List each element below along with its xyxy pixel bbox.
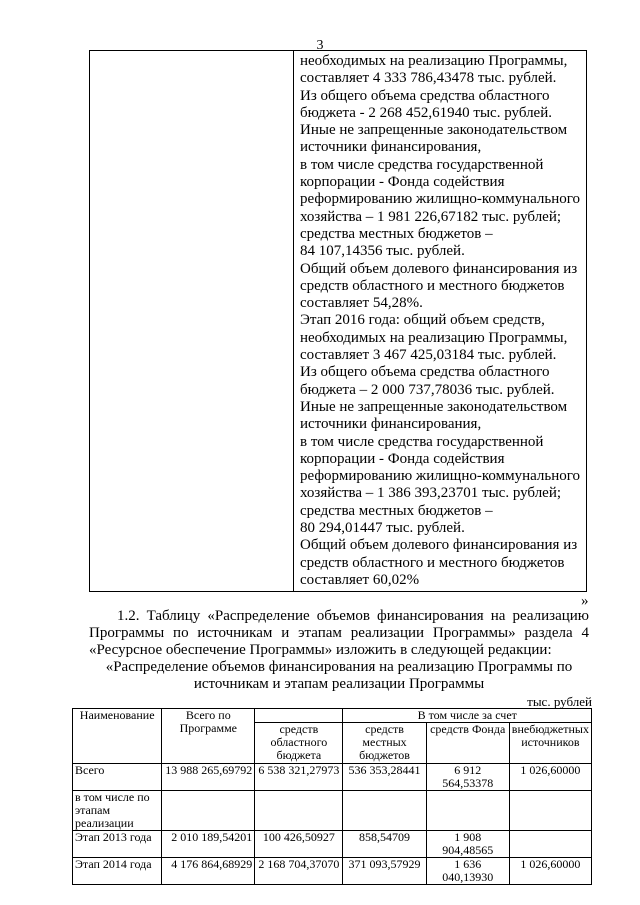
description-line: средств областного и местного бюджетов [300,277,565,294]
description-line: в том числе средства государственной [300,433,544,450]
header-fund: средств Фонда [426,723,509,764]
table-row [73,764,592,791]
cell-regional: 2 168 704,37070 [255,858,343,885]
cell-offbudget [509,831,591,858]
cell-total: 2 010 189,54201 [162,831,255,858]
cell-name: Этап 2014 года [73,858,162,885]
description-line: корпорации - Фонда содействия [300,450,505,467]
description-line: необходимых на реализацию Программы, [300,53,568,69]
description-line: необходимых на реализацию Программы, [300,329,568,346]
table-row [73,858,592,885]
header-local: средств местных бюджетов [343,723,426,764]
description-line: в том числе средства государственной [300,156,544,173]
header-total: Всего по Программе [162,709,255,764]
cell-total [162,791,255,831]
description-line: хозяйства – 1 981 226,67182 тыс. рублей; [300,208,562,225]
description-line: реформированию жилищно-коммунального [300,468,581,485]
cell-total: 13 988 265,69792 [162,764,255,791]
description-line: составляет 54,28%. [300,295,423,312]
header-regional: средств областного бюджета [255,723,343,764]
unit-label: тыс. рублей [527,694,592,709]
description-line: Иные не запрещенные законодательством [300,398,568,415]
page-number: 3 [316,38,324,53]
funding-description-cell [294,51,586,591]
cell-name: Всего [73,764,162,791]
description-line: источники финансирования, [300,416,482,433]
cell-regional: 100 426,50927 [255,831,343,858]
header-including: В том числе за счет [343,709,592,723]
cell-fund: 1 908 904,48565 [426,831,509,858]
description-line: Из общего объема средства областного [300,364,550,381]
cell-fund [426,791,509,831]
description-line: составляет 3 467 425,03184 тыс. рублей. [300,347,557,364]
header-offbudget: внебюджетных источников [509,723,591,764]
description-line: 80 294,01447 тыс. рублей. [300,520,465,537]
cell-local [343,791,426,831]
table-title [89,659,589,693]
table-row [73,831,592,858]
amendment-paragraph [89,608,589,659]
description-line: составляет 60,02% [300,571,420,588]
description-line: корпорации - Фонда содействия [300,174,505,191]
description-line: бюджета - 2 268 452,61940 тыс. рублей. [300,104,552,121]
header-name: Наименование [73,709,162,764]
financing-table [72,708,592,885]
description-line: Этап 2016 года: общий объем средств, [300,312,545,329]
description-line: реформированию жилищно-коммунального [300,191,581,208]
cell-offbudget: 1 026,60000 [509,764,591,791]
description-line: средства местных бюджетов – [300,502,493,519]
paragraph-line: 1.2. Таблицу «Распределение объемов финансирования на реализацию [117,608,589,624]
title-line: источникам и этапам реализации Программы [193,676,485,692]
cell-offbudget: 1 026,60000 [509,858,591,885]
cell-local: 371 093,57929 [343,858,426,885]
cell-fund: 6 912 564,53378 [426,764,509,791]
cell-name: Этап 2013 года [73,831,162,858]
cell-name: в том числе по этапам реализации [73,791,162,831]
paragraph-line: «Ресурсное обеспечение Программы» изложить в следующей редакции: [89,642,552,658]
description-line: Общий объем долевого финансирования из [300,260,578,277]
description-line: Иные не запрещенные законодательством [300,122,568,139]
description-line: 84 107,14356 тыс. рублей. [300,243,465,260]
description-line: средств областного и местного бюджетов [300,554,565,571]
cell-local: 536 353,28441 [343,764,426,791]
description-line: хозяйства – 1 386 393,23701 тыс. рублей; [300,485,562,502]
table-left-cell [90,51,294,591]
cell-regional [255,791,343,831]
cell-offbudget [509,791,591,831]
title-line: «Распределение объемов финансирования на реализацию Программы по [105,659,573,675]
description-line: источники финансирования, [300,139,482,156]
description-line: Из общего объема средства областного [300,87,550,104]
description-line: средства местных бюджетов – [300,225,493,242]
cell-total: 4 176 864,68929 [162,858,255,885]
table-row [73,791,592,831]
description-line: Общий объем долевого финансирования из [300,537,578,554]
cell-local: 858,54709 [343,831,426,858]
paragraph-line: Программы по источникам и этапам реализации Программы» раздела 4 [89,625,589,641]
description-line: составляет 4 333 786,43478 тыс. рублей. [300,70,557,87]
resource-table-continuation [89,50,587,592]
closing-quote: » [581,593,589,609]
description-line: бюджета – 2 000 737,78036 тыс. рублей. [300,381,555,398]
cell-fund: 1 636 040,13930 [426,858,509,885]
cell-regional: 6 538 321,27973 [255,764,343,791]
